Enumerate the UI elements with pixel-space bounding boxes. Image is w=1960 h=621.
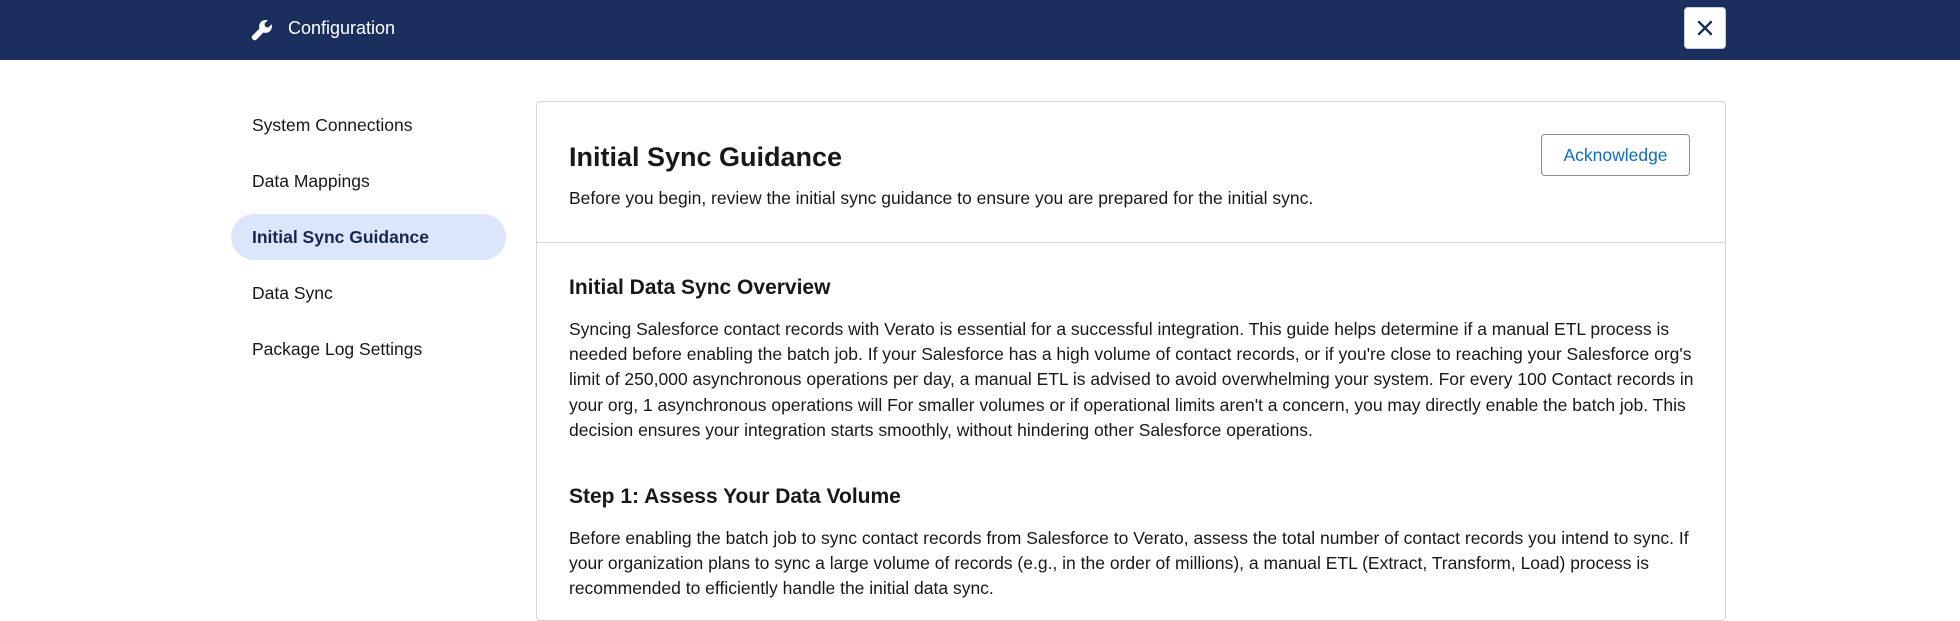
sidebar-item-data-mappings[interactable]: Data Mappings [252,171,370,191]
close-button[interactable] [1684,7,1726,49]
page-subtitle: Before you begin, review the initial sync guidance to ensure you are prepared for the initial sync. [569,188,1314,208]
section-body-overview: Syncing Salesforce contact records with Verato is essential for a successful integration. This guide helps determine if a manual ETL process is needed before enabling the batch job. If your Salesforce has a high volume of contact records, or if you're close to reaching your Salesforce org's limit of 250,000 asynchronous operations per day, a manual ETL is advised to avoid overwhelming your system. For every 100 Contact records in your org, 1 asynchronous operations will For smaller volumes or if operational limits aren't a concern, you may directly enable the batch job. This decision ensures your integration starts smoothly, without hindering other Salesforce operations. [569,319,1694,440]
sidebar-item-package-log-settings[interactable]: Package Log Settings [252,339,423,359]
section-heading-step1: Step 1: Assess Your Data Volume [569,485,901,508]
guidance-card [536,101,1726,621]
section-heading-overview: Initial Data Sync Overview [569,276,831,299]
sidebar-item-initial-sync-guidance[interactable]: Initial Sync Guidance [231,214,506,260]
app-title: Configuration [288,18,396,38]
top-bar [0,0,1960,60]
wrench-icon [250,18,274,42]
page-title: Initial Sync Guidance [569,142,843,172]
sidebar-item-data-sync[interactable]: Data Sync [252,283,333,303]
section-body-step1: Before enabling the batch job to sync contact records from Salesforce to Verato, assess the total number of contact records you intend to sync. If your organization plans to sync a large volume of records (e.g., in the order of millions), a manual ETL (Extract, Transform, Load) process is recommended to efficiently handle the initial data sync. [569,528,1689,599]
card-header [537,102,1725,243]
close-icon [1697,20,1713,36]
acknowledge-button[interactable]: Acknowledge [1541,134,1690,176]
sidebar-item-system-connections[interactable]: System Connections [252,115,413,135]
